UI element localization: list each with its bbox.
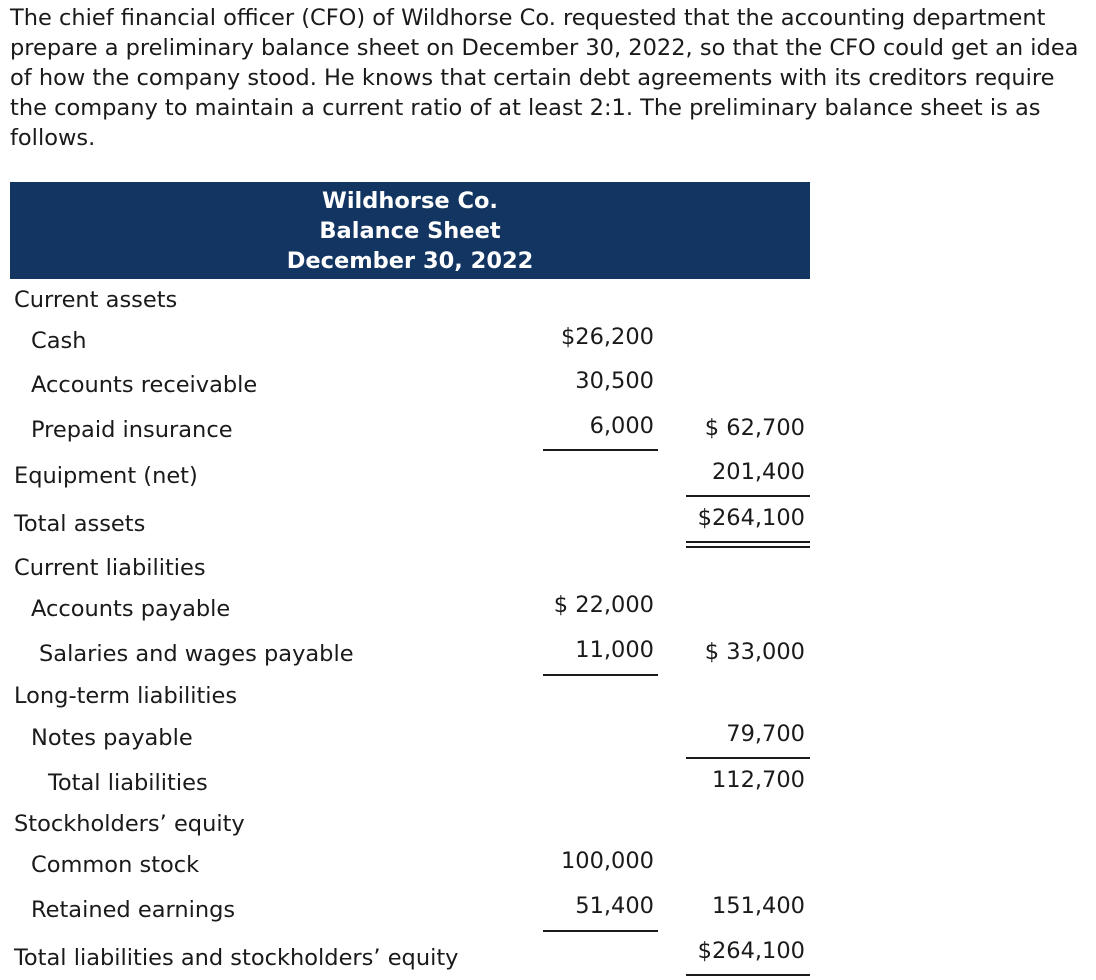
prepaid-insurance-amount: 6,000: [589, 413, 654, 439]
total-equity-amount: 151,400: [711, 893, 805, 919]
section-stockholders-equity: Stockholders’ equity: [14, 811, 245, 837]
accounts-payable-label: Accounts payable: [31, 596, 231, 622]
total-assets-amount: $264,100: [697, 505, 805, 531]
common-stock-amount: 100,000: [560, 848, 654, 874]
total-liabilities-amount: 112,700: [711, 767, 805, 793]
accounts-receivable-label: Accounts receivable: [31, 372, 258, 398]
accounts-receivable-amount: 30,500: [575, 368, 654, 394]
section-current-liabilities: Current liabilities: [14, 555, 206, 581]
salaries-payable-label: Salaries and wages payable: [39, 641, 354, 667]
subtotal-rule: [686, 757, 810, 759]
section-long-term-liabilities: Long-term liabilities: [14, 683, 238, 709]
total-current-liabilities-amount: $ 33,000: [704, 639, 805, 665]
prepaid-insurance-label: Prepaid insurance: [31, 417, 233, 443]
statement-title: Balance Sheet: [319, 218, 501, 244]
notes-payable-label: Notes payable: [31, 725, 193, 751]
salaries-payable-amount: 11,000: [575, 637, 654, 663]
subtotal-rule: [543, 449, 658, 451]
section-current-assets: Current assets: [14, 287, 178, 313]
cash-label: Cash: [31, 328, 87, 354]
total-liabilities-equity-label: Total liabilities and stockholders’ equity: [14, 945, 459, 971]
balance-sheet-header: [10, 182, 810, 279]
total-assets-label: Total assets: [14, 511, 146, 537]
common-stock-label: Common stock: [31, 852, 200, 878]
statement-date: December 30, 2022: [286, 248, 534, 274]
retained-earnings-amount: 51,400: [575, 893, 654, 919]
subtotal-rule: [686, 495, 810, 497]
notes-payable-amount: 79,700: [726, 721, 805, 747]
retained-earnings-label: Retained earnings: [31, 897, 236, 923]
total-rule: [686, 974, 810, 976]
intro-paragraph: The chief financial officer (CFO) of Wildhorse Co. requested that the accounting department prepare a preliminary balance sheet on December 30, 2022, so that the CFO could get an idea of how the company stood. He knows that certain debt agreements with its creditors require the company to maintain a current ratio of at least 2:1. The preliminary balance sheet is as follows.: [10, 5, 1079, 151]
total-liabilities-equity-amount: $264,100: [697, 938, 805, 964]
total-current-assets-amount: $ 62,700: [704, 415, 805, 441]
accounts-payable-amount: $ 22,000: [553, 592, 654, 618]
double-total-rule: [686, 541, 810, 548]
company-name: Wildhorse Co.: [322, 188, 498, 214]
cash-amount: $26,200: [560, 324, 654, 350]
subtotal-rule: [543, 930, 658, 932]
subtotal-rule: [543, 674, 658, 676]
equipment-label: Equipment (net): [14, 463, 198, 489]
total-liabilities-label: Total liabilities: [48, 770, 208, 796]
equipment-amount: 201,400: [711, 459, 805, 485]
